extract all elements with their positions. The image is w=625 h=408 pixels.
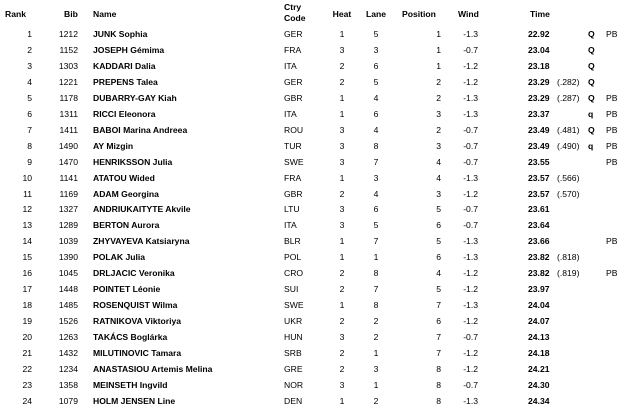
wind-cell: -1.2	[463, 364, 478, 374]
bib-cell: 1485	[58, 300, 78, 310]
time-cell: 24.04	[528, 300, 550, 310]
wind-cell: -1.2	[463, 61, 478, 71]
lane-cell: 8	[373, 141, 379, 151]
bib-cell: 1079	[58, 396, 78, 406]
bib-cell: 1411	[59, 125, 78, 135]
heat-cell: 1	[339, 93, 345, 103]
time-cell: 23.18	[528, 61, 550, 71]
position-cell: 3	[436, 141, 441, 151]
wind-cell: -1.2	[463, 284, 478, 294]
bib-cell: 1358	[58, 380, 78, 390]
personal-best-mark: PB	[606, 268, 618, 278]
time-cell: 23.61	[528, 204, 550, 214]
position-cell: 7	[436, 300, 441, 310]
tie-break-time: (.481)	[557, 125, 580, 135]
wind-cell: -0.7	[463, 380, 478, 390]
time-cell: 24.30	[528, 380, 550, 390]
bib-cell: 1390	[58, 252, 78, 262]
rank-cell: 15	[22, 252, 32, 262]
wind-cell: -0.7	[463, 220, 478, 230]
country-code: SWE	[284, 157, 304, 167]
bib-cell: 1212	[58, 29, 78, 39]
personal-best-mark: PB	[606, 109, 618, 119]
country-code: POL	[284, 252, 302, 262]
athlete-name: BERTON Aurora	[93, 220, 160, 230]
athlete-name: HENRIKSSON Julia	[93, 157, 173, 167]
athlete-name: POINTET Léonie	[93, 284, 161, 294]
heat-cell: 2	[339, 189, 345, 199]
wind-cell: -1.3	[463, 252, 478, 262]
athlete-name: MILUTINOVIC Tamara	[93, 348, 182, 358]
rank-cell: 17	[22, 284, 32, 294]
country-code: ITA	[284, 109, 297, 119]
rank-cell: 7	[27, 125, 32, 135]
lane-cell: 4	[373, 93, 379, 103]
name-header: Name	[93, 9, 117, 19]
athlete-name: ADAM Georgina	[93, 189, 159, 199]
wind-cell: -0.7	[463, 125, 478, 135]
time-header: Time	[530, 9, 550, 19]
qualifier-mark: q	[588, 109, 594, 119]
athlete-name: ZHYVAYEVA Katsiaryna	[93, 236, 190, 246]
time-cell: 23.49	[528, 141, 550, 151]
country-code: HUN	[284, 332, 303, 342]
bib-cell: 1448	[58, 284, 78, 294]
wind-cell: -1.2	[463, 268, 478, 278]
wind-cell: -0.7	[463, 45, 478, 55]
wind-cell: -0.7	[463, 204, 478, 214]
country-code: SUI	[284, 284, 299, 294]
wind-cell: -1.3	[463, 236, 478, 246]
rank-cell: 11	[23, 189, 32, 199]
lane-cell: 7	[373, 236, 379, 246]
heat-cell: 3	[339, 141, 345, 151]
country-code: GBR	[284, 93, 303, 103]
wind-cell: -1.2	[463, 348, 478, 358]
personal-best-mark: PB	[606, 125, 618, 135]
bib-cell: 1178	[59, 93, 78, 103]
heat-cell: 1	[339, 252, 345, 262]
wind-cell: -1.2	[463, 189, 478, 199]
country-code: LTU	[284, 204, 300, 214]
heat-cell: 1	[339, 236, 345, 246]
position-cell: 4	[436, 268, 441, 278]
rank-cell: 19	[22, 316, 32, 326]
rank-cell: 23	[22, 380, 32, 390]
rank-cell: 21	[22, 348, 32, 358]
athlete-name: RICCI Eleonora	[93, 109, 156, 119]
time-cell: 24.18	[528, 348, 550, 358]
position-cell: 8	[436, 380, 441, 390]
heat-cell: 3	[339, 332, 345, 342]
time-cell: 23.97	[528, 284, 550, 294]
bib-cell: 1303	[58, 61, 78, 71]
country-code: CRO	[284, 268, 304, 278]
wind-cell: -1.3	[463, 300, 478, 310]
athlete-name: TAKÁCS Boglárka	[93, 332, 168, 342]
heat-cell: 2	[339, 316, 345, 326]
rank-header: Rank	[5, 9, 27, 19]
athlete-name: MEINSETH Ingvild	[93, 380, 168, 390]
athlete-name: ATATOU Wided	[93, 173, 155, 183]
time-cell: 23.57	[528, 173, 550, 183]
qualifier-mark: q	[588, 141, 594, 151]
position-cell: 5	[436, 236, 441, 246]
heat-cell: 2	[339, 284, 345, 294]
bib-cell: 1263	[58, 332, 78, 342]
position-cell: 2	[436, 93, 441, 103]
heat-cell: 2	[339, 77, 345, 87]
rank-cell: 18	[22, 300, 32, 310]
position-cell: 5	[436, 284, 441, 294]
qualifier-mark: Q	[588, 77, 595, 87]
personal-best-mark: PB	[606, 236, 618, 246]
heat-cell: 3	[339, 220, 345, 230]
lane-cell: 1	[373, 348, 379, 358]
lane-header: Lane	[365, 9, 387, 19]
time-cell: 24.07	[528, 316, 550, 326]
lane-cell: 4	[373, 189, 379, 199]
country-code: TUR	[284, 141, 302, 151]
athlete-name: DRLJACIC Veronika	[93, 268, 175, 278]
rank-cell: 13	[22, 220, 32, 230]
heat-cell: 2	[339, 348, 345, 358]
time-cell: 23.04	[528, 45, 550, 55]
lane-cell: 1	[373, 252, 379, 262]
position-cell: 6	[436, 252, 441, 262]
bib-cell: 1526	[58, 316, 78, 326]
bib-cell: 1289	[58, 220, 78, 230]
wind-cell: -1.3	[463, 93, 478, 103]
rank-cell: 22	[22, 364, 32, 374]
wind-cell: -0.7	[463, 141, 478, 151]
lane-cell: 6	[373, 109, 379, 119]
rank-cell: 24	[22, 396, 32, 406]
time-cell: 22.92	[528, 29, 550, 39]
time-cell: 24.34	[528, 396, 550, 406]
position-cell: 8	[436, 396, 441, 406]
time-cell: 23.57	[528, 189, 550, 199]
tie-break-time: (.490)	[557, 141, 580, 151]
heat-header: Heat	[332, 9, 352, 19]
heat-cell: 3	[339, 45, 345, 55]
time-cell: 24.21	[528, 364, 550, 374]
athlete-name: DUBARRY-GAY Kiah	[93, 93, 177, 103]
position-cell: 1	[436, 61, 441, 71]
heat-cell: 3	[339, 380, 345, 390]
personal-best-mark: PB	[606, 157, 618, 167]
rank-cell: 14	[22, 236, 32, 246]
athlete-name: JUNK Sophia	[93, 29, 148, 39]
position-cell: 7	[436, 348, 441, 358]
country-code: GRE	[284, 364, 303, 374]
position-cell: 4	[436, 173, 441, 183]
tie-break-time: (.818)	[557, 252, 580, 262]
bib-cell: 1152	[59, 45, 78, 55]
lane-cell: 4	[373, 125, 379, 135]
heat-cell: 1	[339, 29, 345, 39]
position-cell: 6	[436, 220, 441, 230]
country-code: GBR	[284, 189, 303, 199]
athlete-name: HOLM JENSEN Line	[93, 396, 176, 406]
country-code: FRA	[284, 45, 302, 55]
rank-cell: 4	[27, 77, 32, 87]
time-cell: 24.13	[528, 332, 550, 342]
rank-cell: 8	[27, 141, 32, 151]
athlete-name: KADDARI Dalia	[93, 61, 156, 71]
personal-best-mark: PB	[606, 93, 618, 103]
athlete-name: RATNIKOVA Viktoriya	[93, 316, 182, 326]
wind-cell: -1.3	[463, 109, 478, 119]
bib-cell: 1169	[59, 189, 78, 199]
bib-cell: 1039	[58, 236, 78, 246]
heat-cell: 3	[339, 125, 345, 135]
country-code: ITA	[284, 220, 297, 230]
bib-cell: 1221	[58, 77, 78, 87]
position-cell: 6	[436, 316, 441, 326]
position-header: Position	[402, 9, 436, 19]
lane-cell: 7	[373, 157, 379, 167]
heat-cell: 3	[339, 204, 345, 214]
rank-cell: 20	[22, 332, 32, 342]
time-cell: 23.55	[528, 157, 550, 167]
rank-cell: 3	[27, 61, 32, 71]
heat-cell: 1	[339, 173, 345, 183]
country-code: ROU	[284, 125, 304, 135]
time-cell: 23.66	[528, 236, 550, 246]
bib-cell: 1470	[58, 157, 78, 167]
country-code: UKR	[284, 316, 303, 326]
lane-cell: 5	[373, 29, 379, 39]
lane-cell: 2	[373, 396, 379, 406]
rank-cell: 12	[22, 204, 32, 214]
lane-cell: 8	[373, 300, 379, 310]
wind-header: Wind	[458, 9, 479, 19]
rank-cell: 2	[27, 45, 32, 55]
wind-cell: -1.2	[463, 316, 478, 326]
position-cell: 8	[436, 364, 441, 374]
country-code: SWE	[284, 300, 304, 310]
bib-cell: 1327	[58, 204, 78, 214]
time-cell: 23.82	[528, 252, 550, 262]
athlete-name: ANDRIUKAITYTE Akvile	[93, 204, 191, 214]
wind-cell: -1.3	[463, 173, 478, 183]
bib-header: Bib	[64, 9, 78, 19]
rank-cell: 6	[27, 109, 32, 119]
athlete-name: ANASTASIOU Artemis Melina	[93, 364, 213, 374]
position-cell: 3	[436, 189, 441, 199]
heat-cell: 2	[339, 268, 345, 278]
qualifier-mark: Q	[588, 61, 595, 71]
tie-break-time: (.282)	[557, 77, 580, 87]
lane-cell: 5	[373, 77, 379, 87]
heat-cell: 3	[339, 157, 345, 167]
country-code: FRA	[284, 173, 302, 183]
tie-break-time: (.566)	[557, 173, 580, 183]
country-code: GER	[284, 29, 303, 39]
athlete-name: BABOI Marina Andreea	[93, 125, 188, 135]
position-cell: 3	[436, 109, 441, 119]
wind-cell: -1.3	[463, 396, 478, 406]
qualifier-mark: Q	[588, 125, 595, 135]
wind-cell: -0.7	[463, 332, 478, 342]
wind-cell: -1.3	[463, 29, 478, 39]
country-code: SRB	[284, 348, 302, 358]
athlete-name: JOSEPH Gémima	[93, 45, 165, 55]
wind-cell: -0.7	[463, 157, 478, 167]
position-cell: 2	[436, 125, 441, 135]
time-cell: 23.82	[528, 268, 550, 278]
rank-cell: 5	[27, 93, 32, 103]
country-code: NOR	[284, 380, 304, 390]
bib-cell: 1234	[58, 364, 78, 374]
position-cell: 1	[436, 45, 441, 55]
tie-break-time: (.819)	[557, 268, 580, 278]
country-header-line1: Ctry	[284, 2, 302, 12]
heat-cell: 2	[339, 364, 345, 374]
lane-cell: 3	[373, 173, 379, 183]
lane-cell: 6	[373, 204, 379, 214]
lane-cell: 7	[373, 284, 379, 294]
athlete-name: PREPENS Talea	[93, 77, 158, 87]
position-cell: 5	[436, 204, 441, 214]
time-cell: 23.29	[528, 93, 550, 103]
heat-cell: 1	[339, 109, 345, 119]
time-cell: 23.37	[528, 109, 550, 119]
qualifier-mark: Q	[588, 29, 595, 39]
lane-cell: 8	[373, 268, 379, 278]
lane-cell: 5	[373, 220, 379, 230]
rank-cell: 9	[27, 157, 32, 167]
time-cell: 23.29	[528, 77, 550, 87]
personal-best-mark: PB	[606, 29, 618, 39]
tie-break-time: (.287)	[557, 93, 580, 103]
country-code: DEN	[284, 396, 303, 406]
bib-cell: 1490	[58, 141, 78, 151]
athlete-name: ROSENQUIST Wilma	[93, 300, 178, 310]
lane-cell: 3	[373, 364, 379, 374]
athlete-name: AY Mizgin	[93, 141, 134, 151]
bib-cell: 1141	[59, 173, 78, 183]
heat-cell: 1	[339, 396, 345, 406]
lane-cell: 6	[373, 61, 379, 71]
qualifier-mark: Q	[588, 93, 595, 103]
time-cell: 23.64	[528, 220, 550, 230]
lane-cell: 2	[373, 316, 379, 326]
rank-cell: 1	[27, 29, 32, 39]
position-cell: 4	[436, 157, 441, 167]
position-cell: 7	[436, 332, 441, 342]
rank-cell: 10	[22, 173, 32, 183]
position-cell: 1	[436, 29, 441, 39]
position-cell: 2	[436, 77, 441, 87]
rank-cell: 16	[22, 268, 32, 278]
time-cell: 23.49	[528, 125, 550, 135]
heat-cell: 2	[339, 61, 345, 71]
lane-cell: 1	[373, 380, 379, 390]
wind-cell: -1.2	[463, 77, 478, 87]
lane-cell: 3	[373, 45, 379, 55]
lane-cell: 2	[373, 332, 379, 342]
qualifier-mark: Q	[588, 45, 595, 55]
bib-cell: 1045	[58, 268, 78, 278]
athlete-name: POLAK Julia	[93, 252, 146, 262]
heat-cell: 1	[339, 300, 345, 310]
country-code: GER	[284, 77, 303, 87]
tie-break-time: (.570)	[557, 189, 580, 199]
country-code: ITA	[284, 61, 297, 71]
country-header-line2: Code	[284, 13, 306, 23]
bib-cell: 1311	[59, 109, 78, 119]
bib-cell: 1432	[58, 348, 78, 358]
personal-best-mark: PB	[606, 141, 618, 151]
country-code: BLR	[284, 236, 301, 246]
